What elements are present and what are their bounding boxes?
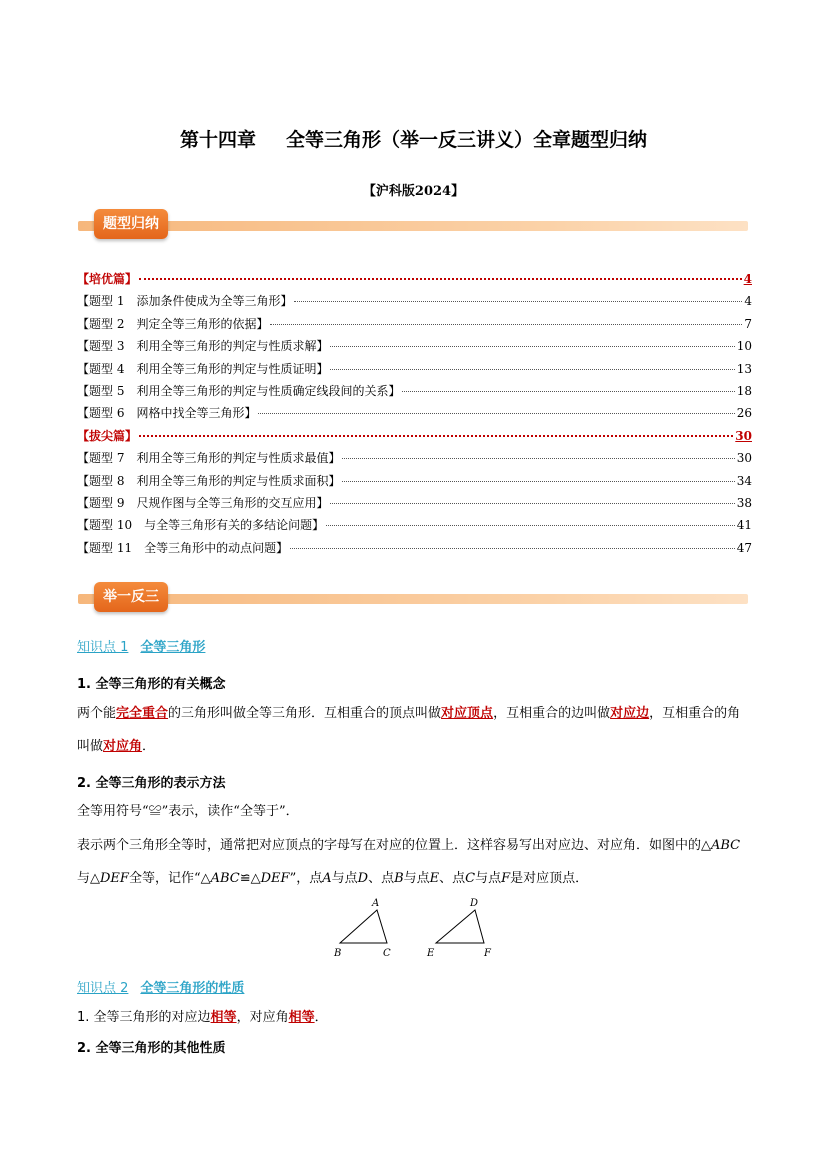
toc-entry-row[interactable]	[77, 292, 752, 314]
toc-page-number: 38	[736, 495, 752, 510]
toc-leader-dots	[330, 369, 734, 370]
toc-leader-dots	[330, 503, 734, 504]
toc-leader-dots	[290, 548, 735, 549]
toc-page-number: 10	[736, 339, 752, 354]
triangle-def	[436, 910, 484, 943]
toc-entry-row[interactable]	[77, 404, 752, 426]
kp-title: 全等三角形的性质	[140, 981, 245, 996]
text: ．	[314, 1010, 328, 1025]
chapter-number: 第十四章	[179, 129, 256, 151]
highlight-term: 相等	[210, 1010, 237, 1025]
other-properties-heading: 2. 全等三角形的其他性质	[77, 1041, 226, 1056]
toc-entry-row[interactable]	[77, 494, 752, 516]
math-var: F	[501, 871, 511, 886]
toc-page-number: 30	[736, 451, 752, 466]
toc-label: 【题型 7 利用全等三角形的判定与性质求最值】	[77, 451, 341, 466]
math-var: ABC	[210, 871, 240, 886]
toc-page-number: 41	[736, 518, 752, 533]
notation-heading: 2. 全等三角形的表示方法	[77, 776, 226, 791]
toc-entry-row[interactable]	[77, 315, 752, 337]
toc-entry-row[interactable]	[77, 337, 752, 359]
toc-section-row[interactable]	[77, 270, 752, 292]
toc-leader-dots	[139, 435, 733, 437]
toc-leader-dots	[326, 525, 735, 526]
text: 全等，记作“△	[128, 871, 211, 886]
toc-label: 【题型 10 与全等三角形有关的多结论问题】	[77, 518, 325, 533]
text: 表示两个三角形全等时，通常把对应顶点的字母写在对应的位置上．这样容易写出对应边、对应角．如图中的△	[77, 838, 711, 853]
kp-number: 知识点 2	[77, 981, 129, 996]
math-var: B	[394, 871, 404, 886]
text: 与△	[77, 871, 100, 886]
text: ≌△	[239, 871, 261, 886]
toc-label: 【培优篇】	[77, 272, 138, 286]
highlight-term: 对应边	[610, 706, 650, 721]
text: 与点	[403, 871, 430, 886]
toc-label: 【题型 4 利用全等三角形的判定与性质证明】	[77, 361, 329, 376]
toc-label: 【题型 6 网格中找全等三角形】	[77, 406, 257, 421]
highlight-term: 完全重合	[116, 706, 169, 721]
vertex-label-c: C	[383, 948, 391, 959]
math-var: E	[429, 871, 440, 886]
text: 、点	[368, 871, 395, 886]
toc-leader-dots	[258, 413, 734, 414]
text: ，互相重合的角叫做	[77, 706, 741, 754]
toc-leader-dots	[270, 324, 742, 325]
math-var: A	[322, 871, 332, 886]
toc-page-number: 4	[743, 272, 752, 286]
math-var: DEF	[100, 871, 129, 886]
banner-examples	[78, 582, 748, 616]
math-var: DEF	[260, 871, 290, 886]
toc-entry-row[interactable]	[77, 382, 752, 404]
toc-leader-dots	[294, 301, 742, 302]
banner-pill: 题型归纳	[94, 209, 168, 239]
toc-leader-dots	[342, 458, 734, 459]
table-of-contents	[77, 270, 752, 561]
kp-title: 全等三角形	[140, 640, 206, 655]
knowledge-point-1-heading	[77, 636, 205, 655]
toc-entry-row[interactable]	[77, 360, 752, 382]
text: ，互相重合的边叫做	[493, 706, 611, 721]
text: 、点	[439, 871, 466, 886]
math-var: D	[357, 871, 369, 886]
notation-paragraph	[77, 829, 752, 895]
text: 两个能	[77, 706, 117, 721]
text: 与点	[475, 871, 502, 886]
math-var: ABC	[711, 838, 741, 853]
banner-summary	[78, 209, 748, 243]
toc-leader-dots	[402, 391, 734, 392]
highlight-term: 相等	[288, 1010, 315, 1025]
toc-label: 【题型 1 添加条件使成为全等三角形】	[77, 294, 293, 309]
toc-page-number: 47	[736, 540, 752, 555]
edition-label: 【沪科版2024】	[362, 184, 465, 199]
toc-label: 【题型 3 利用全等三角形的判定与性质求解】	[77, 339, 329, 354]
toc-label: 【题型 2 判定全等三角形的依据】	[77, 316, 269, 331]
text: ，对应角	[236, 1010, 289, 1025]
text: 1. 全等三角形的对应边	[77, 1010, 211, 1025]
toc-label: 【题型 9 尺规作图与全等三角形的交互应用】	[77, 495, 329, 510]
math-var: C	[465, 871, 476, 886]
toc-entry-row[interactable]	[77, 449, 752, 471]
concept-paragraph	[77, 697, 752, 763]
toc-label: 【拔尖篇】	[77, 428, 138, 443]
toc-entry-row[interactable]	[77, 516, 752, 538]
toc-label: 【题型 11 全等三角形中的动点问题】	[77, 540, 289, 555]
text: 的三角形叫做全等三角形．互相重合的顶点叫做	[168, 706, 442, 721]
toc-section-row[interactable]	[77, 427, 752, 449]
toc-leader-dots	[330, 346, 734, 347]
knowledge-point-2-heading	[77, 977, 244, 996]
vertex-label-a: A	[372, 898, 380, 909]
text: 是对应顶点．	[510, 871, 589, 886]
toc-page-number: 34	[736, 473, 752, 488]
toc-label: 【题型 5 利用全等三角形的判定与性质确定线段间的关系】	[77, 383, 401, 398]
vertex-label-b: B	[334, 948, 342, 959]
vertex-label-f: F	[484, 948, 491, 959]
vertex-label-d: D	[470, 898, 479, 909]
page-title	[0, 125, 827, 152]
text: ．	[142, 739, 156, 754]
text: ”，点	[289, 871, 323, 886]
banner-pill: 举一反三	[94, 582, 168, 612]
toc-entry-row[interactable]	[77, 472, 752, 494]
toc-leader-dots	[342, 481, 734, 482]
concept-heading: 1. 全等三角形的有关概念	[77, 677, 226, 692]
notation-line: 全等用符号“≌”表示，读作“全等于”．	[77, 804, 299, 819]
triangle-abc	[340, 910, 387, 943]
highlight-term: 对应角	[103, 739, 143, 754]
toc-page-number: 13	[736, 361, 752, 376]
banner-stripe	[78, 594, 748, 604]
toc-page-number: 30	[735, 428, 752, 443]
toc-page-number: 18	[736, 383, 752, 398]
highlight-term: 对应顶点	[441, 706, 494, 721]
chapter-name: 全等三角形（举一反三讲义）全章题型归纳	[286, 129, 648, 151]
banner-stripe	[78, 221, 748, 231]
property-line	[77, 1001, 752, 1034]
toc-leader-dots	[139, 278, 742, 280]
congruent-triangles-figure	[330, 896, 500, 960]
toc-page-number: 7	[744, 316, 752, 331]
vertex-label-e: E	[427, 948, 435, 959]
toc-label: 【题型 8 利用全等三角形的判定与性质求面积】	[77, 473, 341, 488]
toc-page-number: 4	[744, 294, 752, 309]
toc-page-number: 26	[736, 406, 752, 421]
text: 与点	[331, 871, 358, 886]
toc-entry-row[interactable]	[77, 539, 752, 561]
kp-number: 知识点 1	[77, 640, 129, 655]
